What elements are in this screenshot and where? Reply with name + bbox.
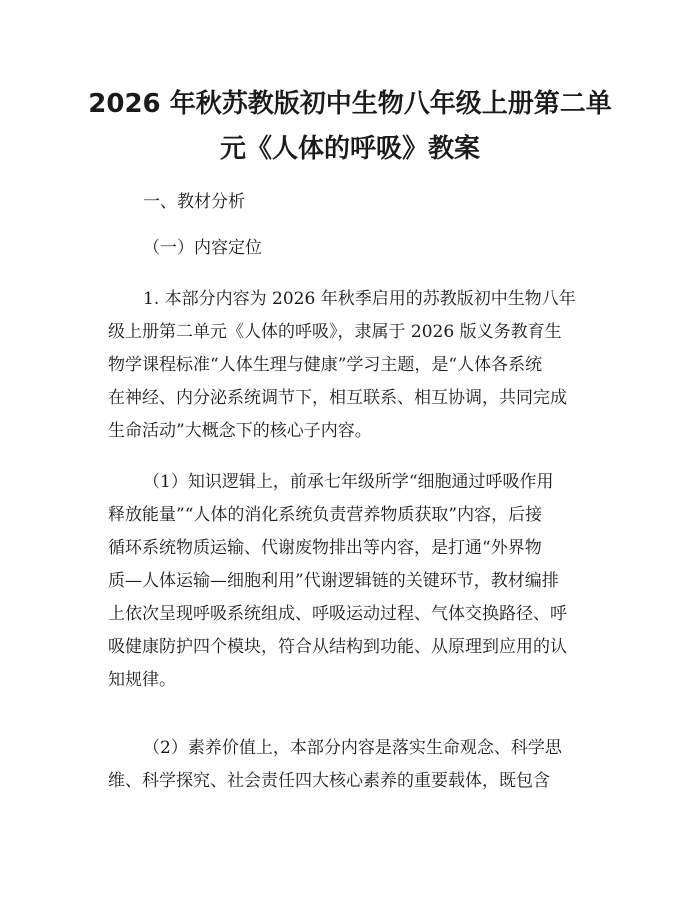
- paragraph-line: 在神经、内分泌系统调节下，相互联系、相互协调，共同完成: [108, 388, 567, 408]
- paragraph-line: 级上册第二单元《人体的呼吸》，隶属于 2026 版义务教育生: [108, 322, 562, 342]
- subsection-heading-content-positioning: （一）内容定位: [143, 238, 262, 258]
- paragraph-literacy-value: [108, 732, 603, 798]
- paragraph-line: 维、科学探究、社会责任四大核心素养的重要载体，既包含: [108, 771, 550, 791]
- paragraph-line: 1. 本部分内容为 2026 年秋季启用的苏教版初中生物八年: [143, 289, 576, 309]
- document-title-line-1: 2026 年秋苏教版初中生物八年级上册第二单: [88, 89, 612, 119]
- paragraph-line: 质—人体运输—细胞利用”代谢逻辑链的关键环节，教材编排: [108, 571, 559, 591]
- paragraph-line: 生命活动”大概念下的核心子内容。: [108, 421, 372, 441]
- section-heading-teaching-material-analysis: 一、教材分析: [143, 192, 245, 212]
- paragraph-line: 循环系统物质运输、代谢废物排出等内容，是打通“外界物: [108, 538, 542, 558]
- paragraph-line: （2）素养价值上，本部分内容是落实生命观念、科学思: [143, 738, 562, 758]
- paragraph-content-positioning: [108, 283, 603, 448]
- paragraph-line: 物学课程标准“人体生理与健康”学习主题，是“人体各系统: [108, 355, 543, 375]
- document-title-line-2: 元《人体的呼吸》教案: [219, 134, 480, 164]
- paragraph-line: （1）知识逻辑上，前承七年级所学“细胞通过呼吸作用: [143, 472, 554, 492]
- paragraph-line: 知规律。: [108, 670, 176, 690]
- paragraph-line: 吸健康防护四个模块，符合从结构到功能、从原理到应用的认: [108, 637, 567, 657]
- paragraph-line: 上依次呈现呼吸系统组成、呼吸运动过程、气体交换路径、呼: [108, 604, 567, 624]
- paragraph-knowledge-logic: [108, 466, 603, 697]
- paragraph-line: 释放能量”“人体的消化系统负责营养物质获取”内容，后接: [108, 505, 543, 525]
